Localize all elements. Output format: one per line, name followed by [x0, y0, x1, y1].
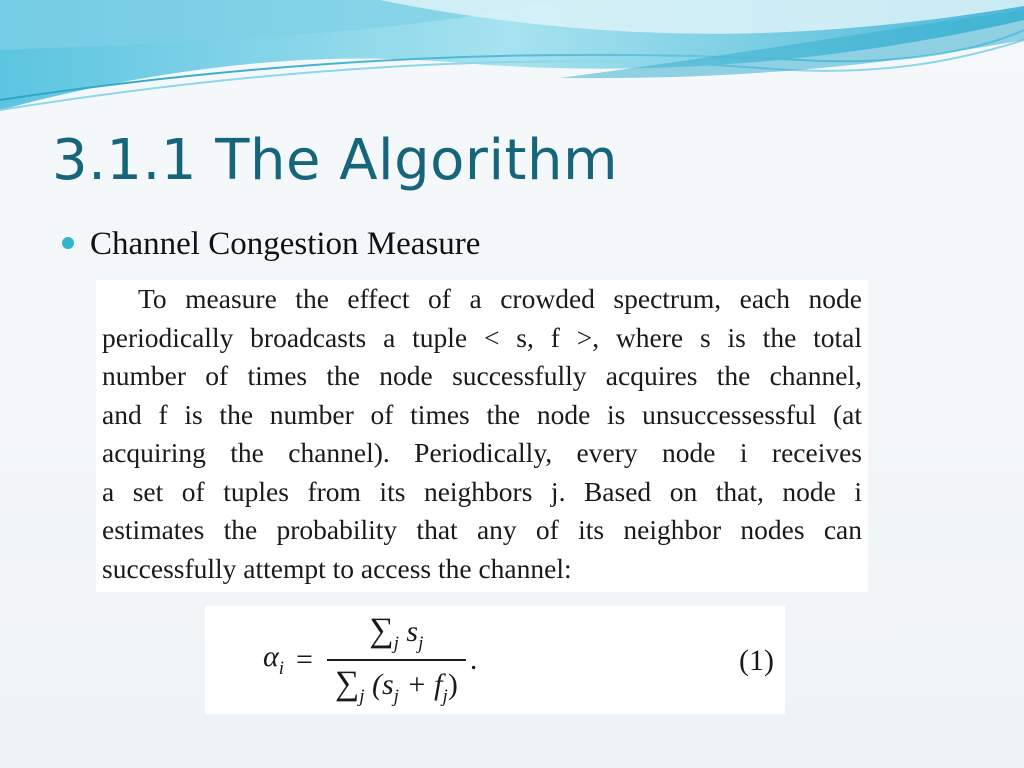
- slide-title: 3.1.1 The Algorithm: [52, 128, 618, 193]
- paper-line: acquiring the channel). Periodically, every node i receives: [102, 437, 862, 468]
- paper-line: and f is the number of times the node is unsuccessessful (at: [102, 398, 862, 430]
- equation-image: [205, 606, 785, 714]
- bullet-text: Channel Congestion Measure: [90, 226, 481, 262]
- equation-number: (1): [739, 644, 774, 677]
- paper-line: successfully attempt to access the channel:: [102, 552, 572, 584]
- equation-lhs: $\alpha_i$: [263, 640, 285, 679]
- paper-excerpt-image: [96, 280, 868, 592]
- paper-line: To measure the effect of a crowded spectrum, each node: [138, 283, 862, 314]
- paper-line: periodically broadcasts a tuple < s, f >, where s is the total: [102, 321, 862, 353]
- paper-line: estimates the probability that any of its neighbor nodes can: [102, 514, 862, 545]
- bullet-dot-icon: [62, 237, 74, 249]
- equation-period: .: [469, 643, 478, 676]
- decorative-wave-header: [0, 0, 1024, 130]
- bullet-item: [62, 226, 480, 263]
- paper-excerpt-text: [102, 280, 862, 588]
- equation: [263, 614, 477, 706]
- equation-denominator: $\sum_j$ $(s_j + f_j)$: [327, 659, 466, 708]
- equals-sign: =: [296, 643, 313, 676]
- paper-line: number of times the node successfully acquires the channel,: [102, 360, 862, 391]
- equation-fraction: [327, 612, 466, 708]
- equation-numerator: $\sum_j$ $s_j$: [369, 612, 424, 654]
- paper-line: a set of tuples from its neighbors j. Based on that, node i: [102, 475, 862, 507]
